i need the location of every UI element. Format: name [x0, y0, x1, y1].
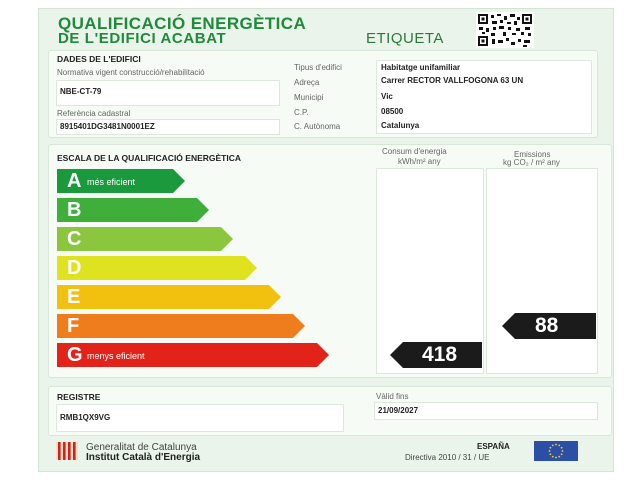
energy-class-letter: F	[67, 315, 80, 337]
label-type: ETIQUETA	[366, 30, 444, 47]
energy-class-c	[57, 227, 233, 251]
generalitat-logo-icon	[56, 442, 78, 460]
energy-class-letter: A	[67, 170, 82, 192]
energy-class-f	[57, 314, 305, 338]
eu-flag-icon	[534, 441, 578, 461]
emissions-unit: kg CO₂ / m² any	[503, 158, 560, 167]
consumption-header: Consum d'energia	[382, 147, 447, 156]
energy-class-caption: més eficient	[87, 177, 136, 187]
regulation-value: NBE-CT-79	[60, 87, 102, 96]
cadastral-label: Referència cadastral	[57, 109, 131, 118]
building-section-title: DADES DE L'EDIFICI	[57, 54, 141, 64]
energy-class-letter: B	[67, 199, 82, 221]
title-line1: QUALIFICACIÓ ENERGÈTICA	[58, 14, 307, 33]
energy-class-g	[57, 343, 329, 367]
title-line2: DE L'EDIFICI ACABAT	[58, 30, 227, 47]
emissions-rating	[502, 313, 596, 339]
energy-class-letter: G	[67, 344, 83, 366]
energy-class-d	[57, 256, 257, 280]
org-line1: Generalitat de Catalunya	[86, 442, 197, 453]
field-label-address: Adreça	[294, 78, 320, 87]
field-value-municipality: Vic	[381, 92, 393, 101]
emissions-column	[486, 168, 598, 374]
cadastral-value: 8915401DG3481N0001EZ	[60, 122, 155, 131]
directive-label: Directiva 2010 / 31 / UE	[405, 453, 490, 462]
energy-class-b	[57, 198, 209, 222]
consumption-rating	[390, 342, 482, 368]
energy-class-letter: D	[67, 257, 82, 279]
valid-until-label: Vàlid fins	[376, 392, 409, 401]
valid-until-value: 21/09/2027	[378, 406, 419, 415]
consumption-unit: kWh/m² any	[398, 157, 441, 166]
regulation-label: Normativa vigent construcció/rehabilitació	[57, 68, 205, 77]
field-value-address: Carrer RECTOR VALLFOGONA 63 UN	[381, 76, 524, 85]
field-value-type: Habitatge unifamiliar	[381, 63, 461, 72]
org-line2: Institut Català d'Energia	[86, 452, 201, 463]
field-value-postcode: 08500	[381, 107, 404, 116]
energy-class-caption: menys eficient	[87, 351, 145, 361]
field-label-type: Tipus d'edifici	[294, 63, 342, 72]
emissions-header: Emissions	[514, 150, 551, 159]
scale-title: ESCALA DE LA QUALIFICACIÓ ENERGÈTICA	[57, 153, 242, 163]
register-label: REGISTRE	[57, 392, 101, 402]
field-label-municipality: Municipi	[294, 93, 324, 102]
field-label-region: C. Autònoma	[294, 122, 341, 131]
energy-class-a	[57, 169, 185, 193]
field-label-postcode: C.P.	[294, 108, 309, 117]
energy-class-e	[57, 285, 281, 309]
qr-code-icon	[476, 12, 534, 48]
energy-class-letter: C	[67, 228, 82, 250]
energy-class-letter: E	[67, 286, 81, 308]
country-label: ESPAÑA	[477, 442, 510, 451]
register-value: RMB1QX9VG	[60, 413, 111, 422]
consumption-rating-value: 418	[422, 343, 458, 366]
field-value-region: Catalunya	[381, 121, 420, 130]
emissions-rating-value: 88	[535, 314, 559, 337]
